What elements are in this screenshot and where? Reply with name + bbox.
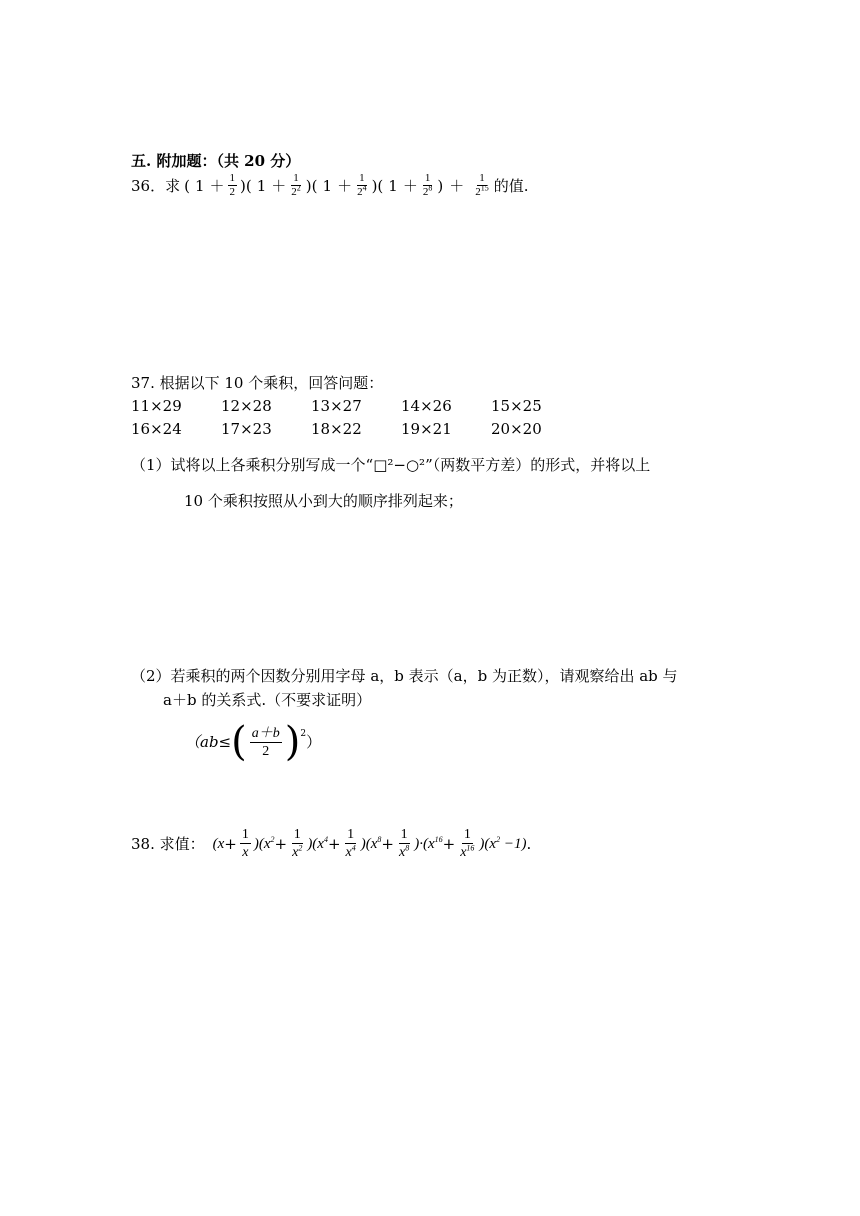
answer-fraction: $\frac{a+b}{2}$ [251, 725, 280, 759]
product-item: 20×20 [491, 420, 542, 438]
q37-intro: 37. 根据以下 10 个乘积，回答问题： [131, 374, 384, 392]
q36-factor-4-fraction: $\frac{1}{2^8}$ [422, 172, 433, 198]
product-item: 14×26 [401, 397, 452, 415]
q36-factor-2-fraction: $\frac{1}{2^2}$ [291, 172, 301, 198]
q37-part1-line1: （1）试将以上各乘积分别写成一个“□²−○²”（两数平方差）的形式，并将以上 [131, 456, 651, 474]
q37-part2-line1: （2）若乘积的两个因数分别用字母 a，b 表示（a，b 为正数），请观察给出 ab 与 [131, 667, 678, 685]
q38-frac-2: $\frac{1}{x^2}$ [292, 827, 303, 860]
q36-factor-1-whole: 1 [194, 176, 205, 195]
product-item: 18×22 [311, 420, 362, 438]
q37-products-row-2 [131, 419, 581, 439]
question-38: 38. 求值： (x + $\frac{1}{x}$ )($x^2$ + $\frac{1}{x^2}$ )($x^4$ + $\frac{1}{x^4}$ )($x^8$ + $\frac{1}{x^8}$ )$\cdot(x^{16}$ + $\frac{1}{x^{16}}$ )$(x^2 -1)$ . [131, 827, 532, 860]
product-item: 16×24 [131, 420, 182, 438]
answer-exponent: 2 [300, 729, 307, 739]
q36-factor-1-fraction: $\frac{1}{2}$ [229, 172, 236, 198]
product-item: 15×25 [491, 397, 542, 415]
q38-frac-3: $\frac{1}{x^4}$ [345, 827, 356, 860]
q36-suffix: 的值. [493, 176, 529, 195]
q37-answer-formula: （ab≤ ( $\frac{a+b}{2}$ ) 2 ） [185, 719, 322, 765]
q36-tail-fraction: $\frac{1}{2^{15}}$ [475, 172, 489, 198]
q38-prefix: 38. 求值： [131, 834, 205, 853]
product-item: 11×29 [131, 397, 182, 415]
product-item: 17×23 [221, 420, 272, 438]
q36-prefix: 36．求 [131, 176, 181, 195]
q38-frac-5: $\frac{1}{x^{16}}$ [460, 827, 475, 860]
q37-part2-line2: a＋b 的关系式.（不要求证明） [163, 691, 372, 709]
answer-close: ） [306, 733, 322, 751]
q38-frac-4: $\frac{1}{x^8}$ [399, 827, 410, 860]
q38-suffix: . [526, 834, 532, 853]
product-item: 13×27 [311, 397, 362, 415]
q37-products-row-1 [131, 396, 581, 416]
q36-factor-3-whole: 1 [322, 176, 333, 195]
q36-factor-2-whole: 1 [256, 176, 267, 195]
q36-factor-3-fraction: $\frac{1}{2^4}$ [357, 172, 367, 198]
section-title: 五. 附加题：（共 20 分） [131, 152, 301, 170]
q36-factor-4-whole: 1 [388, 176, 398, 195]
product-item: 19×21 [401, 420, 452, 438]
question-36: 36．求 ( 1 ＋ $\frac{1}{2}$ )( 1 ＋ $\frac{1}{2^2}$ )( 1 ＋ $\frac{1}{2^4}$ )( 1 ＋ $\frac{1}{2^8}$ ) ＋ $\frac{1}{2^{15}}$ 的值. [131, 172, 529, 198]
product-item: 12×28 [221, 397, 272, 415]
q37-part1-line2: 10 个乘积按照从小到大的顺序排列起来； [184, 492, 463, 510]
q38-frac-1: $\frac{1}{x}$ [241, 827, 249, 860]
answer-lhs: （ab≤ [185, 733, 232, 751]
